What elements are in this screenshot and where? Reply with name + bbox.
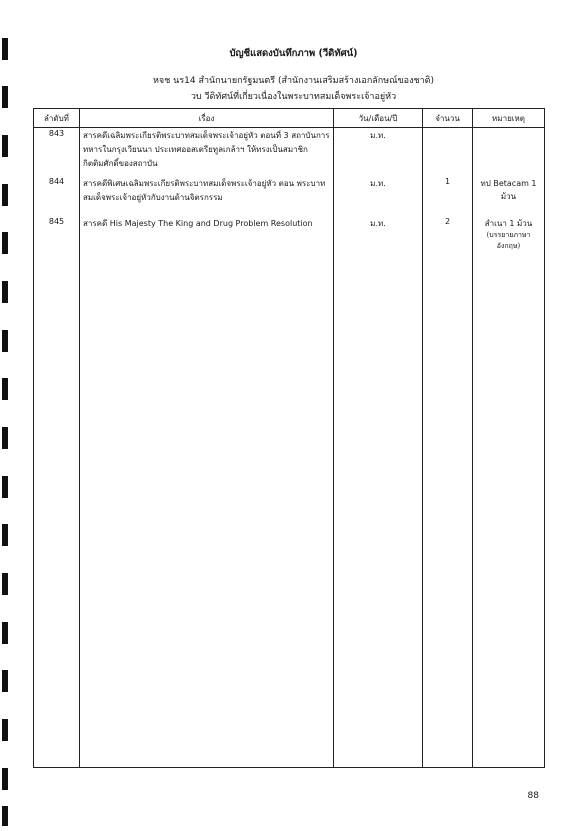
table-header-row bbox=[34, 109, 545, 128]
page-number: 88 bbox=[527, 791, 539, 801]
column-header-date: วัน/เดือน/ปี bbox=[334, 109, 423, 128]
table-row bbox=[34, 176, 545, 216]
row-note: ทป Betacam 1 ม้วน bbox=[473, 176, 545, 216]
row-count bbox=[423, 128, 473, 176]
table-row bbox=[34, 216, 545, 768]
row-number: 845 bbox=[34, 216, 80, 768]
row-subject: สารคดีพิเศษเฉลิมพระเกียรติพระบาทสมเด็จพระเจ้าอยู่หัว ตอน พระบาทสมเด็จพระเจ้าอยู่หัวกับงานด้านจิตรกรรม bbox=[80, 176, 334, 216]
table-row bbox=[34, 128, 545, 176]
row-note: สำเนา 1 ม้วน bbox=[484, 218, 533, 228]
register-table bbox=[33, 108, 545, 768]
row-date: ม.ท. bbox=[334, 176, 423, 216]
row-date: ม.ท. bbox=[334, 128, 423, 176]
row-date: ม.ท. bbox=[334, 216, 423, 768]
row-note-detail: (บรรยายภาษาอังกฤษ) bbox=[486, 230, 531, 250]
column-header-count: จำนวน bbox=[423, 109, 473, 128]
binder-holes bbox=[0, 0, 12, 831]
series-line: วบ วีดิทัศน์ที่เกี่ยวเนื่องในพระบาทสมเด็จพระเจ้าอยู่หัว bbox=[190, 92, 397, 102]
row-note-cell bbox=[473, 216, 545, 768]
document-title: บัญชีแสดงบันทึกภาพ (วีดิทัศน์) bbox=[229, 48, 358, 59]
row-number: 844 bbox=[34, 176, 80, 216]
row-note bbox=[473, 128, 545, 176]
agency-line: หจช นร14 สำนักนายกรัฐมนตรี (สำนักงานเสริมสร้างเอกลักษณ์ของชาติ) bbox=[153, 76, 434, 86]
row-count: 2 bbox=[423, 216, 473, 768]
column-header-subject: เรื่อง bbox=[80, 109, 334, 128]
column-header-note: หมายเหตุ bbox=[473, 109, 545, 128]
row-subject: สารคดีเฉลิมพระเกียรติพระบาทสมเด็จพระเจ้าอยู่หัว ตอนที่ 3 สถาบันการทหารในกรุงเวียนนา ประเทศออสเตรียทูลเกล้าฯ ให้ทรงเป็นสมาชิกกิตติมศักดิ์ของสถาบัน bbox=[80, 128, 334, 176]
row-subject: สารคดี His Majesty The King and Drug Problem Resolution bbox=[80, 216, 334, 768]
row-count: 1 bbox=[423, 176, 473, 216]
row-number: 843 bbox=[34, 128, 80, 176]
column-header-no: ลำดับที่ bbox=[34, 109, 80, 128]
